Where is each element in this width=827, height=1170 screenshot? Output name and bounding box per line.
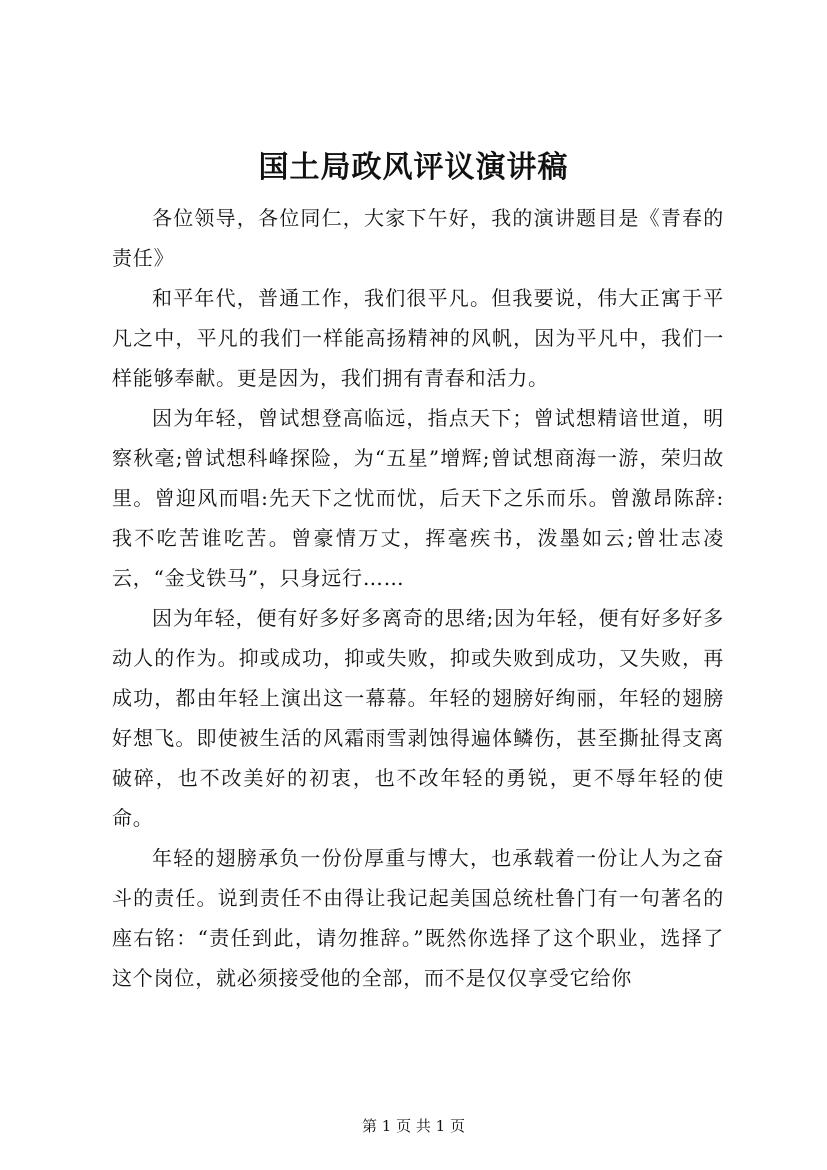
paragraph-peacetime: 和平年代，普通工作，我们很平凡。但我要说，伟大正寓于平凡之中，平凡的我们一样能高扬精神的风帆，因为平凡中，我们一样能够奉献。更是因为，我们拥有青春和活力。 bbox=[112, 286, 724, 390]
paragraph-responsibility: 年轻的翅膀承负一份份厚重与博大，也承载着一份让人为之奋斗的责任。说到责任不由得让我记起美国总统杜鲁门有一句著名的座右铭：“责任到此，请勿推辞。”既然你选择了这个职业，选择了这个岗位，就必须接受他的全部，而不是仅仅享受它给你 bbox=[112, 846, 724, 990]
page-number-label: 第 1 页 共 1 页 bbox=[362, 1117, 465, 1135]
document-body bbox=[112, 198, 724, 998]
page-footer bbox=[0, 1116, 827, 1136]
paragraph-greeting: 各位领导，各位同仁，大家下午好，我的演讲题目是《青春的责任》 bbox=[112, 206, 724, 270]
document-title: 国土局政风评议演讲稿 bbox=[258, 150, 569, 185]
paragraph-youth-wings: 因为年轻，便有好多好多离奇的思绪;因为年轻，便有好多好多动人的作为。抑或成功，抑或失败，抑或失败到成功，又失败，再成功，都由年轻上演出这一幕幕。年轻的翅膀好绚丽，年轻的翅膀好想飞。即使被生活的风霜雨雪剥蚀得遍体鳞伤，甚至撕扯得支离破碎，也不改美好的初衷，也不改年轻的勇锐，更不辱年轻的使命。 bbox=[112, 606, 724, 830]
paragraph-youth-dreams: 因为年轻，曾试想登高临远，指点天下；曾试想精谙世道，明察秋毫;曾试想科峰探险，为“五星”增辉;曾试想商海一游，荣归故里。曾迎风而唱:先天下之忧而忧，后天下之乐而乐。曾激昂陈辞:我不吃苦谁吃苦。曾豪情万丈，挥毫疾书，泼墨如云;曾壮志凌云，“金戈铁马”，只身远行…… bbox=[112, 406, 724, 590]
